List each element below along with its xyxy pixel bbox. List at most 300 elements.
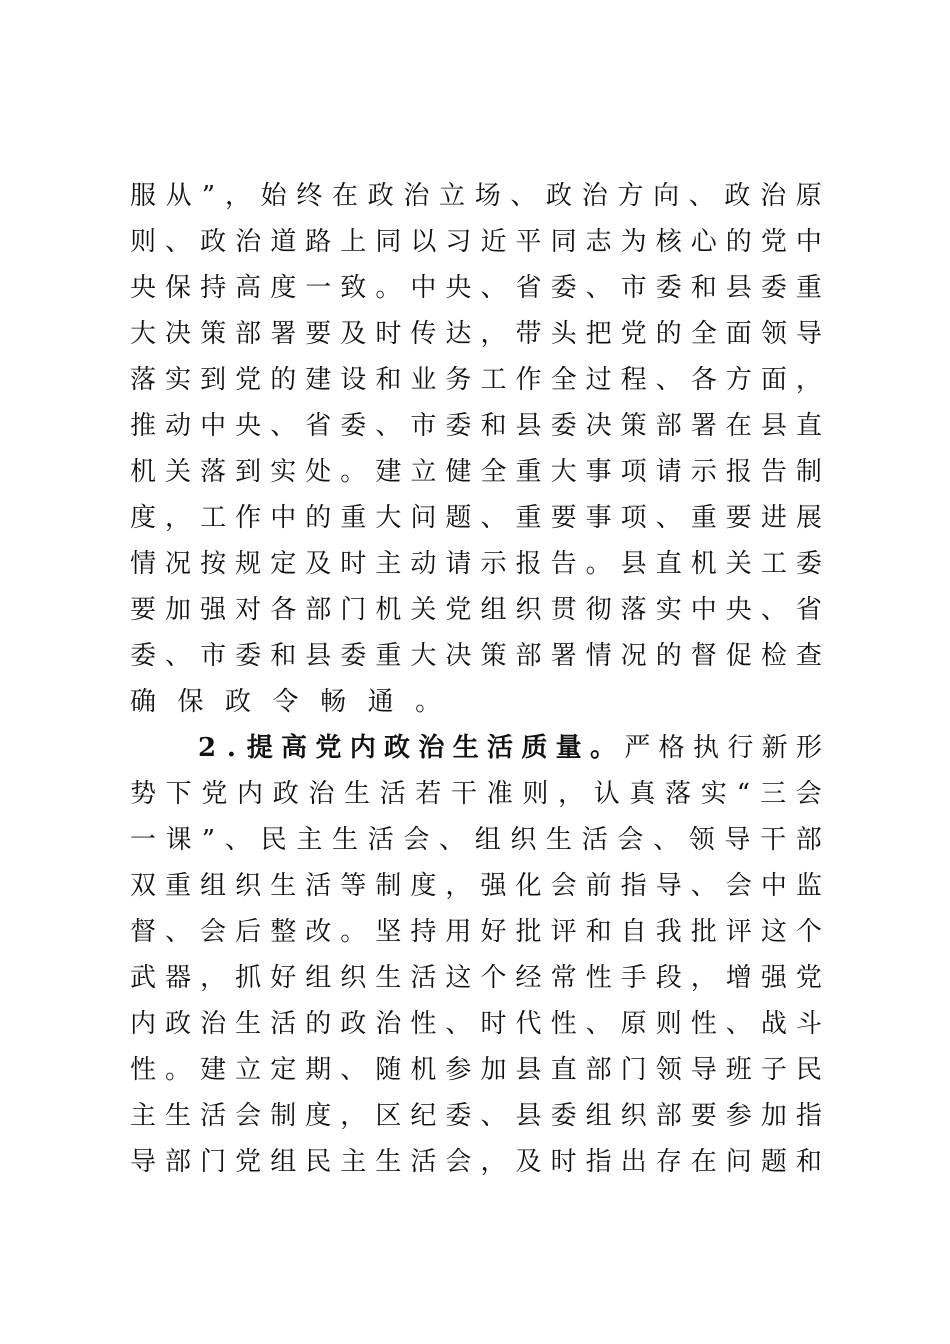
glyph: ，: [690, 963, 717, 993]
glyph: 随: [375, 1055, 402, 1085]
glyph: 自: [620, 917, 647, 947]
glyph: 加: [760, 1101, 787, 1131]
glyph: 重: [340, 503, 367, 533]
glyph: 重: [515, 457, 542, 487]
glyph: 始: [260, 181, 287, 211]
glyph: 经: [515, 963, 542, 993]
glyph: 新: [761, 733, 788, 763]
glyph: 委: [340, 641, 367, 671]
glyph: 央: [235, 411, 262, 441]
glyph: 、: [655, 365, 682, 395]
glyph: 为: [620, 227, 647, 257]
glyph: 活: [270, 1009, 297, 1039]
glyph: 。: [165, 1055, 192, 1085]
glyph: 委: [445, 411, 472, 441]
glyph: 民: [260, 825, 287, 855]
glyph: 关: [410, 595, 437, 625]
glyph: 主: [375, 549, 402, 579]
glyph: 评: [550, 917, 577, 947]
glyph: 请: [445, 549, 472, 579]
glyph: 况: [620, 641, 647, 671]
glyph: 生: [235, 1009, 262, 1039]
glyph: 关: [165, 457, 192, 487]
glyph: 按: [200, 549, 227, 579]
glyph: 和: [585, 917, 612, 947]
text-line: [130, 541, 822, 587]
glyph: 治: [403, 181, 430, 211]
glyph: 和: [270, 641, 297, 671]
glyph: 治: [200, 1009, 227, 1039]
glyph: 面: [725, 319, 752, 349]
glyph: 处: [305, 457, 332, 487]
glyph: 和: [795, 1147, 822, 1177]
glyph: 的: [270, 365, 297, 395]
glyph: 部: [795, 825, 822, 855]
glyph: 以: [410, 227, 437, 257]
glyph: 中: [795, 227, 822, 257]
glyph: ，: [200, 963, 227, 993]
glyph: 个: [480, 963, 507, 993]
glyph: 的: [655, 319, 682, 349]
text-line: [130, 173, 822, 219]
glyph: 作: [515, 365, 542, 395]
glyph: 会: [795, 779, 822, 809]
glyph: 会: [200, 917, 227, 947]
glyph: 题: [445, 503, 472, 533]
glyph: 委: [340, 411, 367, 441]
glyph: 方: [617, 181, 644, 211]
glyph: 一: [130, 825, 157, 855]
glyph: 政: [367, 181, 394, 211]
glyph: 质: [521, 733, 548, 763]
glyph: 动: [410, 549, 437, 579]
glyph: 重: [515, 503, 542, 533]
glyph: 终: [296, 181, 323, 211]
glyph: 治: [308, 779, 335, 809]
glyph: 进: [760, 503, 787, 533]
glyph: 时: [480, 1009, 507, 1039]
glyph: 我: [655, 917, 682, 947]
glyph: 及: [340, 319, 367, 349]
glyph: 主: [296, 825, 323, 855]
glyph: 落: [665, 779, 692, 809]
glyph: 推: [130, 411, 157, 441]
glyph: 生: [344, 779, 371, 809]
glyph: 会: [550, 871, 577, 901]
glyph: 党: [201, 779, 228, 809]
glyph: 整: [270, 917, 297, 947]
glyph: 三: [760, 779, 787, 809]
glyph: 方: [725, 365, 752, 395]
glyph: 批: [690, 917, 717, 947]
glyph: 定: [270, 549, 297, 579]
glyph: 批: [515, 917, 542, 947]
glyph: 向: [653, 181, 680, 211]
glyph: 到: [235, 457, 262, 487]
glyph: 实: [270, 457, 297, 487]
glyph: 核: [655, 227, 682, 257]
glyph: 党: [760, 227, 787, 257]
glyph: 2: [198, 733, 217, 763]
glyph: 保: [165, 273, 192, 303]
glyph: 部: [305, 595, 332, 625]
glyph: 部: [655, 411, 682, 441]
glyph: 项: [620, 503, 647, 533]
text-line: [130, 495, 822, 541]
glyph: 活: [200, 1101, 227, 1131]
glyph: 委: [550, 1101, 577, 1131]
glyph: 直: [550, 1055, 577, 1085]
glyph: 央: [130, 273, 157, 303]
glyph: 、: [165, 641, 192, 671]
glyph: 立: [410, 457, 437, 487]
glyph: 示: [480, 549, 507, 579]
glyph: 县: [515, 1101, 542, 1131]
glyph: 势: [130, 779, 157, 809]
glyph: ，: [795, 365, 822, 395]
glyph: 时: [375, 319, 402, 349]
glyph: 区: [375, 1101, 402, 1131]
glyph: 织: [515, 595, 542, 625]
glyph: 量: [555, 733, 582, 763]
glyph: 传: [410, 319, 437, 349]
glyph: 度: [270, 273, 297, 303]
glyph: 心: [690, 227, 717, 257]
glyph: 保: [177, 687, 204, 717]
glyph: 战: [760, 1009, 787, 1039]
glyph: ，: [225, 181, 252, 211]
glyph: 和: [375, 365, 402, 395]
text-line: [130, 1047, 822, 1093]
glyph: 、: [690, 871, 717, 901]
glyph: 形: [795, 733, 822, 763]
glyph: ，: [480, 319, 507, 349]
glyph: 主: [130, 1101, 157, 1131]
glyph: 督: [690, 641, 717, 671]
text-line: [130, 679, 822, 725]
glyph: 强: [200, 595, 227, 625]
glyph: 路: [305, 227, 332, 257]
glyph: 民: [795, 1055, 822, 1085]
glyph: 中: [270, 503, 297, 533]
glyph: 政: [546, 181, 573, 211]
glyph: 告: [760, 457, 787, 487]
glyph: 党: [795, 963, 822, 993]
glyph: 好: [270, 963, 297, 993]
glyph: 治: [418, 733, 445, 763]
glyph: 治: [375, 1009, 402, 1039]
text-line: [130, 219, 822, 265]
glyph: 机: [130, 457, 157, 487]
glyph: 大: [550, 457, 577, 487]
glyph: 政: [340, 1009, 367, 1039]
glyph: 、: [688, 181, 715, 211]
glyph: 生: [375, 1147, 402, 1177]
glyph: 务: [445, 365, 472, 395]
glyph: 强: [760, 963, 787, 993]
glyph: 、: [165, 227, 192, 257]
glyph: 要: [550, 503, 577, 533]
glyph: 在: [690, 1147, 717, 1177]
glyph: 政: [165, 1009, 192, 1039]
glyph: 县: [760, 411, 787, 441]
glyph: 设: [340, 365, 367, 395]
glyph: 场: [474, 181, 501, 211]
glyph: 全: [690, 319, 717, 349]
glyph: 服: [130, 181, 157, 211]
glyph: 建: [200, 1055, 227, 1085]
glyph: 问: [725, 1147, 752, 1177]
glyph: 织: [510, 825, 537, 855]
glyph: 署: [550, 641, 577, 671]
glyph: 一: [305, 273, 332, 303]
glyph: 活: [379, 779, 406, 809]
glyph: 治: [581, 181, 608, 211]
glyph: 检: [760, 641, 787, 671]
glyph: 执: [692, 733, 719, 763]
glyph: 织: [340, 963, 367, 993]
glyph: 、: [655, 503, 682, 533]
glyph: 落: [620, 595, 647, 625]
glyph: 生: [270, 871, 297, 901]
glyph: 通: [367, 687, 394, 717]
glyph: 大: [410, 641, 437, 671]
paragraph-1: [130, 173, 822, 725]
text-line: [130, 771, 822, 817]
glyph: 近: [480, 227, 507, 257]
glyph: 抓: [235, 963, 262, 993]
glyph: 导: [690, 1055, 717, 1085]
glyph: 及: [515, 1147, 542, 1177]
glyph: 、: [439, 825, 466, 855]
glyph: 部: [235, 319, 262, 349]
glyph: 性: [690, 1009, 717, 1039]
glyph: ”: [201, 825, 215, 855]
glyph: 市: [410, 411, 437, 441]
glyph: 手: [620, 963, 647, 993]
glyph: 重: [795, 273, 822, 303]
glyph: 指: [620, 871, 647, 901]
glyph: 行: [727, 733, 754, 763]
text-line: [130, 955, 822, 1001]
glyph: 策: [200, 319, 227, 349]
glyph: 出: [620, 1147, 647, 1177]
glyph: 内: [237, 779, 264, 809]
glyph: 及: [305, 549, 332, 579]
glyph: 决: [585, 411, 612, 441]
glyph: 、: [270, 411, 297, 441]
glyph: 制: [375, 871, 402, 901]
text-line: [130, 587, 822, 633]
glyph: 情: [585, 641, 612, 671]
glyph: 斗: [795, 1009, 822, 1039]
glyph: 带: [515, 319, 542, 349]
text-line: [130, 1139, 822, 1185]
glyph: 时: [340, 549, 367, 579]
glyph: 市: [200, 641, 227, 671]
glyph: 期: [305, 1055, 332, 1085]
glyph: 署: [690, 411, 717, 441]
glyph: 、: [585, 273, 612, 303]
glyph: 业: [410, 365, 437, 395]
glyph: 坚: [375, 917, 402, 947]
glyph: 委: [795, 549, 822, 579]
glyph: 县: [515, 1055, 542, 1085]
glyph: 在: [332, 181, 359, 211]
glyph: 导: [724, 825, 751, 855]
glyph: 干: [451, 779, 478, 809]
glyph: 则: [130, 227, 157, 257]
glyph: 导: [130, 1147, 157, 1177]
glyph: 示: [690, 457, 717, 487]
paragraph-2-first-line: [130, 725, 822, 771]
glyph: 双: [130, 871, 157, 901]
glyph: 机: [410, 1055, 437, 1085]
glyph: 工: [480, 365, 507, 395]
glyph: 党: [445, 595, 472, 625]
glyph: 面: [760, 365, 787, 395]
glyph: 性: [410, 1009, 437, 1039]
glyph: 民: [305, 1147, 332, 1177]
glyph: 提: [246, 733, 273, 763]
glyph: 的: [725, 227, 752, 257]
glyph: 项: [620, 457, 647, 487]
text-line: [130, 1093, 822, 1139]
glyph: 个: [795, 917, 822, 947]
glyph: 署: [270, 319, 297, 349]
glyph: 情: [130, 549, 157, 579]
glyph: 全: [550, 365, 577, 395]
glyph: 强: [480, 871, 507, 901]
glyph: 大: [375, 503, 402, 533]
glyph: 制: [270, 1101, 297, 1131]
glyph: 对: [235, 595, 262, 625]
glyph: 。: [415, 687, 442, 717]
glyph: 实: [700, 779, 727, 809]
glyph: 中: [760, 871, 787, 901]
glyph: 生: [546, 825, 573, 855]
glyph: 展: [795, 503, 822, 533]
glyph: 政: [200, 227, 227, 257]
glyph: 存: [655, 1147, 682, 1177]
glyph: 领: [760, 319, 787, 349]
glyph: 报: [725, 457, 752, 487]
glyph: 道: [270, 227, 297, 257]
glyph: 中: [410, 273, 437, 303]
glyph: 部: [165, 1147, 192, 1177]
glyph: 立: [439, 181, 466, 211]
glyph: 立: [235, 1055, 262, 1085]
glyph: 、: [445, 1009, 472, 1039]
glyph: 性: [550, 1009, 577, 1039]
glyph: 会: [445, 1147, 472, 1177]
glyph: 改: [305, 917, 332, 947]
glyph: 和: [480, 411, 507, 441]
glyph: 规: [235, 549, 262, 579]
glyph: 、: [653, 825, 680, 855]
paragraph-2: [130, 725, 822, 1185]
glyph: 好: [480, 917, 507, 947]
glyph: 制: [795, 457, 822, 487]
glyph: 、: [585, 1009, 612, 1039]
text-line: [130, 449, 822, 495]
glyph: 县: [725, 273, 752, 303]
glyph: 课: [165, 825, 192, 855]
glyph: 要: [690, 1101, 717, 1131]
glyph: 活: [410, 963, 437, 993]
glyph: 省: [305, 411, 332, 441]
glyph: 工: [760, 549, 787, 579]
glyph: 格: [658, 733, 685, 763]
glyph: 事: [585, 457, 612, 487]
glyph: 组: [200, 871, 227, 901]
glyph: 、: [165, 917, 192, 947]
text-line: [130, 357, 822, 403]
glyph: 定: [270, 1055, 297, 1085]
glyph: 会: [725, 871, 752, 901]
glyph: 组: [480, 595, 507, 625]
glyph: 评: [725, 917, 752, 947]
glyph: 县: [305, 641, 332, 671]
glyph: 委: [760, 273, 787, 303]
glyph: 落: [130, 365, 157, 395]
glyph: 门: [200, 1147, 227, 1177]
glyph: 市: [620, 273, 647, 303]
glyph: 查: [795, 641, 822, 671]
glyph: 高: [235, 273, 262, 303]
glyph: 组: [474, 825, 501, 855]
glyph: 作: [235, 503, 262, 533]
glyph: 况: [165, 549, 192, 579]
glyph: 内: [130, 1009, 157, 1039]
glyph: 党: [235, 1147, 262, 1177]
glyph: 生: [332, 825, 359, 855]
glyph: 参: [725, 1101, 752, 1131]
glyph: 、: [375, 411, 402, 441]
glyph: 原: [795, 181, 822, 211]
glyph: 导: [655, 871, 682, 901]
glyph: 领: [655, 1055, 682, 1085]
glyph: 委: [445, 1101, 472, 1131]
glyph: 央: [725, 595, 752, 625]
glyph: 等: [340, 871, 367, 901]
glyph: 实: [165, 365, 192, 395]
glyph: 这: [760, 917, 787, 947]
glyph: 县: [515, 411, 542, 441]
glyph: 领: [688, 825, 715, 855]
glyph: 性: [585, 963, 612, 993]
glyph: 。: [585, 549, 612, 579]
glyph: 要: [305, 319, 332, 349]
text-line: [130, 817, 822, 863]
glyph: 问: [410, 503, 437, 533]
glyph: 彻: [585, 595, 612, 625]
glyph: 准: [486, 779, 513, 809]
glyph: ，: [340, 1101, 367, 1131]
glyph: 和: [690, 273, 717, 303]
glyph: 重: [690, 503, 717, 533]
glyph: 动: [165, 411, 192, 441]
glyph: ，: [558, 779, 585, 809]
glyph: 治: [760, 181, 787, 211]
glyph: 段: [655, 963, 682, 993]
glyph: 达: [445, 319, 472, 349]
glyph: 委: [655, 273, 682, 303]
glyph: 后: [235, 917, 262, 947]
text-line: [130, 633, 822, 679]
glyph: 组: [305, 963, 332, 993]
glyph: 机: [690, 549, 717, 579]
